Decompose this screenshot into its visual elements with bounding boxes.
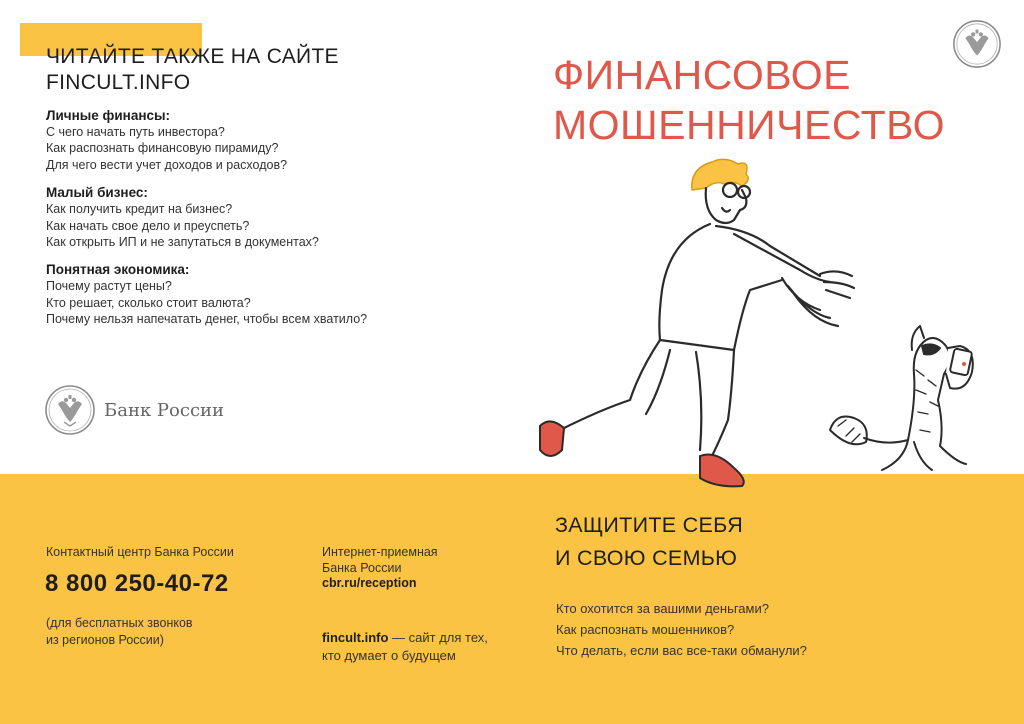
- bank-name: Банк России: [104, 399, 225, 421]
- phone-note: [46, 615, 193, 648]
- question-item: Как распознать мошенников?: [556, 622, 735, 637]
- reception-line: Интернет-приемная: [322, 545, 438, 559]
- bank-logo: [44, 384, 224, 436]
- man-chasing-illustration: [560, 159, 854, 460]
- phone-number[interactable]: 8 800 250-40-72: [45, 570, 229, 597]
- section-economy: [46, 261, 466, 327]
- main-title-line-1: ФИНАНСОВОЕ: [553, 52, 852, 98]
- phone-note-line: из регионов России): [46, 632, 164, 647]
- bank-of-russia-emblem-icon: [952, 19, 1002, 69]
- internet-reception: [322, 545, 438, 592]
- article-sections: [46, 107, 466, 339]
- section-item[interactable]: Как открыть ИП и не запутаться в документах?: [46, 235, 319, 250]
- section-personal-finance: [46, 107, 466, 173]
- protect-title-line-2: И СВОЮ СЕМЬЮ: [555, 546, 738, 570]
- read-also-line-1: ЧИТАЙТЕ ТАКЖЕ НА САЙТЕ: [46, 45, 339, 68]
- bank-of-russia-emblem-icon: [44, 384, 96, 436]
- phone-note-line: (для бесплатных звонков: [46, 616, 193, 630]
- fincult-text: — сайт для тех, кто думает о будущем: [322, 630, 488, 663]
- section-item[interactable]: Кто решает, сколько стоит валюта?: [46, 295, 251, 310]
- read-also-title: [46, 44, 339, 96]
- contact-center-label: Контактный центр Банка России: [46, 545, 234, 559]
- questions-list: [556, 598, 807, 661]
- section-heading: Личные финансы:: [46, 108, 171, 123]
- fincult-link[interactable]: fincult.info: [322, 630, 389, 645]
- section-heading: Малый бизнес:: [46, 185, 148, 201]
- protect-title: [555, 509, 743, 575]
- section-item[interactable]: Почему растут цены?: [46, 279, 172, 294]
- top-emblem: [952, 19, 1002, 74]
- section-item[interactable]: Для чего вести учет доходов и расходов?: [46, 157, 288, 172]
- section-item[interactable]: Почему нельзя напечатать денег, чтобы всем хватило?: [46, 312, 368, 327]
- main-title-line-2: МОШЕННИЧЕСТВО: [553, 102, 945, 148]
- section-item[interactable]: Как начать свое дело и преуспеть?: [46, 218, 250, 233]
- question-item: Что делать, если вас все-таки обманули?: [556, 643, 807, 658]
- raccoon-with-card-illustration: [830, 326, 973, 470]
- section-item[interactable]: Как распознать финансовую пирамиду?: [46, 141, 279, 156]
- protect-title-line-1: ЗАЩИТИТЕ СЕБЯ: [555, 513, 744, 537]
- section-heading: Понятная экономика:: [46, 262, 190, 278]
- bottom-yellow-band: [0, 474, 1024, 724]
- reception-line: Банка России: [322, 560, 402, 575]
- section-item[interactable]: Как получить кредит на бизнес?: [46, 202, 233, 217]
- main-title: [553, 50, 945, 150]
- section-small-business: [46, 184, 466, 250]
- read-also-line-2: FINCULT.INFO: [46, 71, 191, 94]
- question-item: Кто охотится за вашими деньгами?: [556, 601, 769, 616]
- section-item[interactable]: С чего начать путь инвестора?: [46, 125, 225, 139]
- reception-link[interactable]: cbr.ru/reception: [322, 576, 417, 590]
- fraud-chase-illustration: [520, 150, 980, 500]
- fincult-note: [322, 629, 492, 664]
